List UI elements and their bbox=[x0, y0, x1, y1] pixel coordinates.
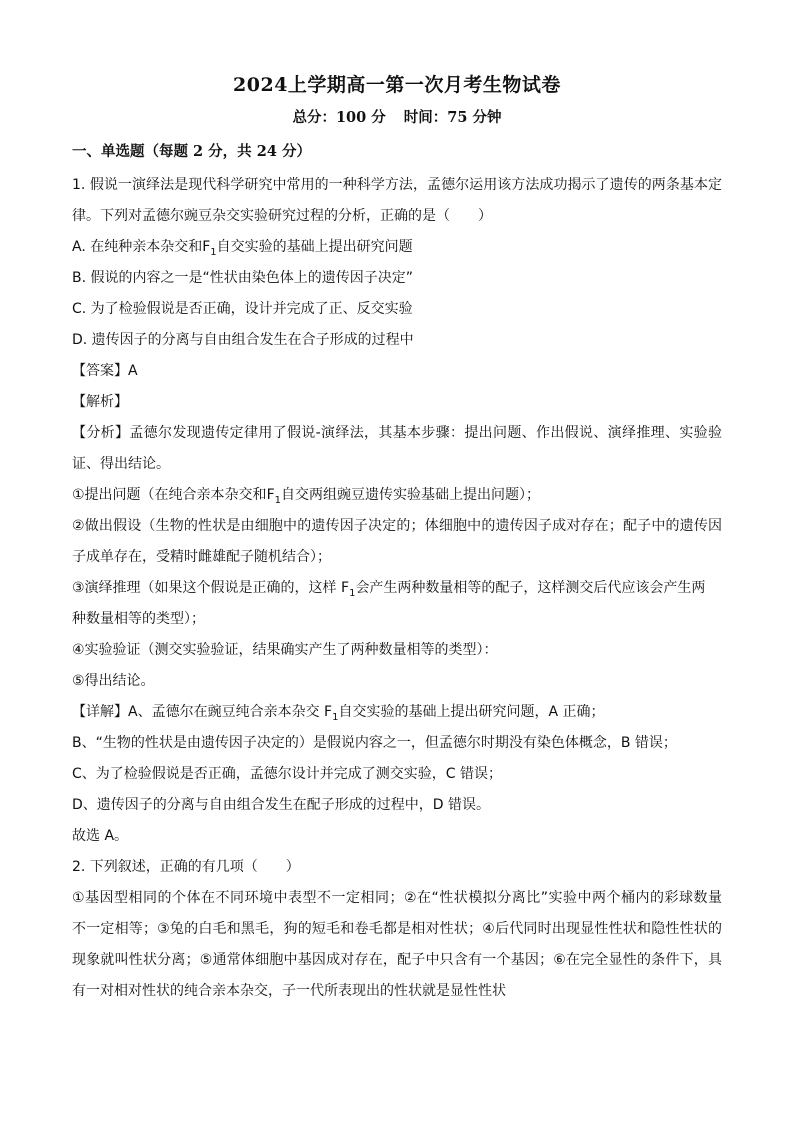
q1-step5: ⑤得出结论。 bbox=[72, 673, 155, 689]
q1-step3-f: F bbox=[341, 580, 350, 596]
total-score: 总分：100 分 bbox=[292, 109, 386, 126]
q1-step1-f: F bbox=[266, 487, 275, 503]
q2-line1: ①基因型相同的个体在不同环境中表型不一定相同；②在“性状模拟分离比”实验中两个桶内的彩球数量 bbox=[72, 890, 722, 906]
q1-detail-a-sub: 1 bbox=[332, 711, 339, 723]
q1-fenxi-line2: 证、得出结论。 bbox=[72, 456, 170, 472]
section-heading: 一、单选题（每题 2 分，共 24 分） bbox=[72, 143, 311, 160]
q1-conclusion: 故选 A。 bbox=[72, 828, 129, 844]
q1-detail-a bbox=[72, 697, 722, 728]
q1-detail-a-rest: 自交实验的基础上提出研究问题，A 正确； bbox=[338, 704, 605, 720]
q2-line2: 不一定相等；③兔的白毛和黑毛，狗的短毛和卷毛都是相对性状；④后代同时出现显性性状和隐性性状的 bbox=[72, 921, 722, 937]
q1-option-a-rest: 自交实验的基础上提出研究问题 bbox=[216, 239, 413, 255]
q1-detail-c: C、为了检验假说是否正确，孟德尔设计并完成了测交实验，C 错误； bbox=[72, 766, 502, 782]
exam-title: 2024上学期高一第一次月考生物试卷 bbox=[233, 74, 561, 96]
q2-line3: 现象就叫性状分离；⑤通常体细胞中基因成对存在，配子中只含有一个基因；⑥在完全显性的条件下，具 bbox=[72, 952, 722, 968]
q1-step1 bbox=[72, 480, 722, 511]
q1-step4: ④实验验证（测交实验验证，结果确实产生了两种数量相等的类型）： bbox=[72, 642, 498, 658]
q1-option-a-sub: 1 bbox=[210, 246, 217, 258]
q1-step3-rest: 会产生两种数量相等的配子，这样测交后代应该会产生两 bbox=[355, 580, 706, 596]
q1-stem-line2: 律。下列对孟德尔豌豆杂交实验研究过程的分析，正确的是（ ） bbox=[72, 208, 492, 224]
q1-detail-d: D、遗传因子的分离与自由组合发生在配子形成的过程中，D 错误。 bbox=[72, 797, 491, 813]
q1-option-a-f: F bbox=[202, 239, 211, 255]
question-content bbox=[72, 170, 722, 1007]
q2-line4: 有一对相对性状的纯合亲本杂交，子一代所表现出的性状就是显性性状 bbox=[72, 983, 506, 999]
q1-step1-text: ①提出问题（在纯合亲本杂交和 bbox=[72, 487, 267, 503]
exam-time: 时间：75 分钟 bbox=[403, 109, 502, 126]
q1-option-b: B. 假说的内容之一是“性状由染色体上的遗传因子决定” bbox=[72, 270, 414, 286]
q1-step2-line1: ②做出假设（生物的性状是由细胞中的遗传因子决定的；体细胞中的遗传因子成对存在；配子中的遗传因 bbox=[72, 518, 722, 534]
q1-stem-line1: 1. 假说一演绎法是现代科学研究中常用的一种科学方法，孟德尔运用该方法成功揭示了遗传的两条基本定 bbox=[72, 177, 722, 193]
q2-stem: 2. 下列叙述，正确的有几项（ ） bbox=[72, 859, 300, 875]
q1-detail-a-text: 【详解】A、孟德尔在豌豆纯合亲本杂交 bbox=[72, 704, 325, 720]
q1-detail-a-f: F bbox=[324, 704, 333, 720]
q1-option-d: D. 遗传因子的分离与自由组合发生在合子形成的过程中 bbox=[72, 332, 414, 348]
q1-fenxi-line1: 【分析】孟德尔发现遗传定律用了假说-演绎法，其基本步骤：提出问题、作出假说、演绎推理、实验验 bbox=[72, 425, 722, 441]
q1-detail-b: B、“生物的性状是由遗传因子决定的）是假说内容之一，但孟德尔时期没有染色体概念，B 错误； bbox=[72, 735, 677, 751]
q1-step2-line2: 子成单存在，受精时雌雄配子随机结合）； bbox=[72, 549, 331, 565]
q1-step3-text: ③演绎推理（如果这个假说是正确的，这样 bbox=[72, 580, 341, 596]
q1-step1-rest: 自交两组豌豆遗传实验基础上提出问题）； bbox=[281, 487, 540, 503]
exam-subtitle bbox=[0, 106, 794, 127]
q1-step3-line1 bbox=[72, 573, 722, 604]
q1-step3-sub: 1 bbox=[349, 587, 356, 599]
q1-step3-line2: 种数量相等的类型）； bbox=[72, 611, 205, 627]
q1-answer: 【答案】A bbox=[72, 363, 138, 379]
q1-analysis-label: 【解析】 bbox=[72, 394, 128, 410]
q1-option-a-text: A. 在纯种亲本杂交和 bbox=[72, 239, 203, 255]
q1-step1-sub: 1 bbox=[274, 494, 281, 506]
q1-option-c: C. 为了检验假说是否正确，设计并完成了正、反交实验 bbox=[72, 301, 413, 317]
q1-option-a bbox=[72, 232, 722, 263]
